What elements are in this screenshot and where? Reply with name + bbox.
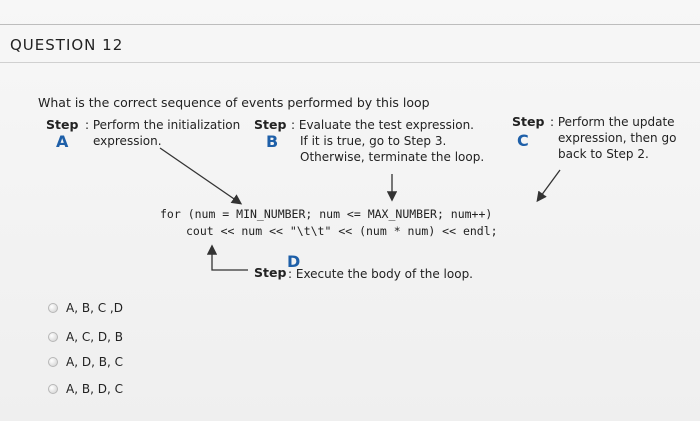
option-4[interactable] [48,382,123,396]
step-b-text-1: : Evaluate the test expression. [291,118,474,132]
step-c-label: Step [512,114,545,129]
step-a-label: Step [46,117,79,132]
step-a-text-2: expression. [93,134,162,148]
step-a-text-1: : Perform the initialization [85,118,241,132]
step-d-label: Step [254,265,287,280]
radio-icon[interactable] [48,384,58,394]
code-line-cout: cout << num << "\t\t" << (num * num) << endl; [186,224,498,238]
step-d-text: : Execute the body of the loop. [288,267,473,281]
radio-icon[interactable] [48,357,58,367]
step-c-text-1: : Perform the update [550,115,675,129]
option-1[interactable] [48,301,123,315]
question-title: QUESTION 12 [10,36,124,54]
step-d-letter: D [287,252,301,271]
arrow-step-d [212,247,248,270]
option-label: A, D, B, C [66,355,123,369]
option-label: A, B, C ,D [66,301,123,315]
option-label: A, B, D, C [66,382,123,396]
code-line-for: for (num = MIN_NUMBER; num <= MAX_NUMBER; num++) [160,207,493,221]
step-b-letter: B [266,132,279,151]
radio-icon[interactable] [48,332,58,342]
radio-icon[interactable] [48,303,58,313]
arrow-step-a [160,148,240,203]
step-b-label: Step [254,117,287,132]
arrow-step-c [538,170,560,200]
option-2[interactable] [48,330,123,344]
option-label: A, C, D, B [66,330,123,344]
step-a-letter: A [56,132,69,151]
step-b-text-2: If it is true, go to Step 3. [300,134,447,148]
step-c-text-2: expression, then go [558,131,677,145]
question-prompt: What is the correct sequence of events performed by this loop [38,95,430,110]
option-3[interactable] [48,355,123,369]
step-c-letter: C [517,131,529,150]
step-b-text-3: Otherwise, terminate the loop. [300,150,485,164]
step-c-text-3: back to Step 2. [558,147,649,161]
